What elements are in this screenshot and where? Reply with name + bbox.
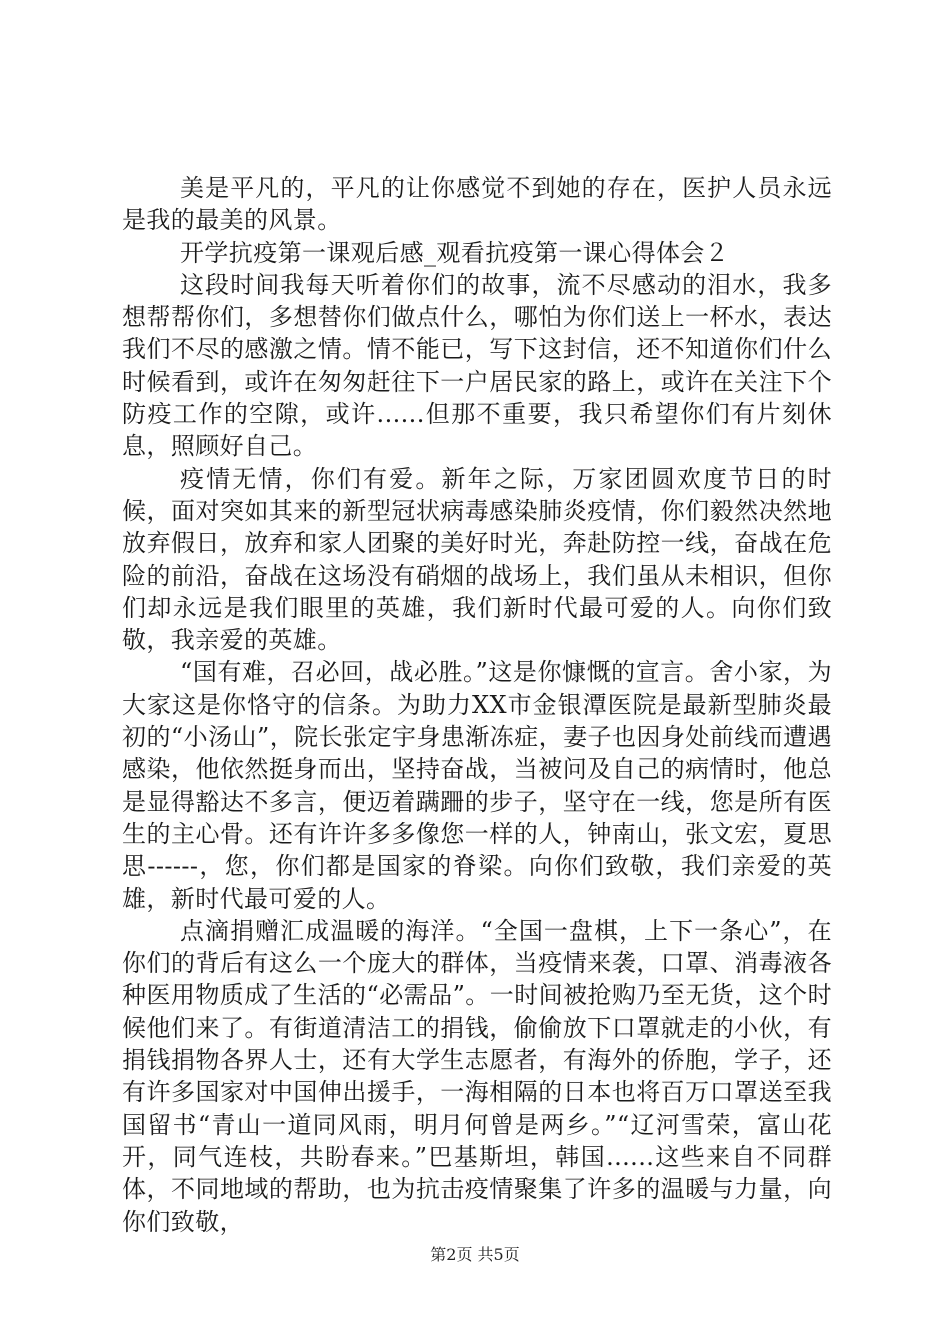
paragraph-4: “国有难，召必回，战必胜。”这是你慷慨的宣言。舍小家，为大家这是你恪守的信条。为助力XX市金银潭医院是最新型肺炎最初的“小汤山”，院长张定宇身患渐冻症，妻子也因身处前线而遭遇感染，他依然挺身而出，坚持奋战，当被问及自己的病情时，他总是显得豁达不多言，便迈着蹒跚的步子，坚守在一线，您是所有医生的主心骨。还有许许多多像您一样的人，钟南山，张文宏，夏思思------，您，你们都是国家的脊梁。向你们致敬，我们亲爱的英雄，新时代最可爱的人。 [122, 658, 832, 913]
section-heading: 开学抗疫第一课观后感_观看抗疫第一课心得体会２ [180, 238, 730, 267]
paragraph-5: 点滴捐赠汇成温暖的海洋。“全国一盘棋，上下一条心”，在你们的背后有这么一个庞大的群体，当疫情来袭，口罩、消毒液各种医用物质成了生活的“必需品”。一时间被抢购乃至无货，这个时候他们来了。有街道清洁工的捐钱，偷偷放下口罩就走的小伙，有捐钱捐物各界人士，还有大学生志愿者，有海外的侨胞，学子，还有许多国家对中国伸出援手，一海相隔的日本也将百万口罩送至我国留书“青山一道同风雨，明月何曾是两乡。”“辽河雪荣，富山花开，同气连枝，共盼春来。”巴基斯坦，韩国......这些来自不同群体，不同地域的帮助，也为抗击疫情聚集了许多的温暖与力量，向你们致敬， [122, 916, 832, 1236]
page-footer: 第2页 共5页 [430, 1245, 520, 1264]
document-body [122, 172, 832, 1238]
paragraph-2: 这段时间我每天听着你们的故事，流不尽感动的泪水，我多想帮帮你们，多想替你们做点什么，哪怕为你们送上一杯水，表达我们不尽的感激之情。情不能已，写下这封信，还不知道你们什么时候看到，或许在匆匆赶往下一户居民家的路上，或许在关注下个防疫工作的空隙，或许......但那不重要，我只希望你们有片刻休息，照顾好自己。 [122, 270, 832, 461]
paragraph-1: 美是平凡的，平凡的让你感觉不到她的存在，医护人员永远是我的最美的风景。 [122, 174, 832, 235]
paragraph-3: 疫情无情，你们有爱。新年之际，万家团圆欢度节日的时候，面对突如其来的新型冠状病毒感染肺炎疫情，你们毅然决然地放弃假日，放弃和家人团聚的美好时光，奔赴防控一线，奋战在危险的前沿，奋战在这场没有硝烟的战场上，我们虽从未相识，但你们却永远是我们眼里的英雄，我们新时代最可爱的人。向你们致敬，我亲爱的英雄。 [122, 464, 832, 655]
